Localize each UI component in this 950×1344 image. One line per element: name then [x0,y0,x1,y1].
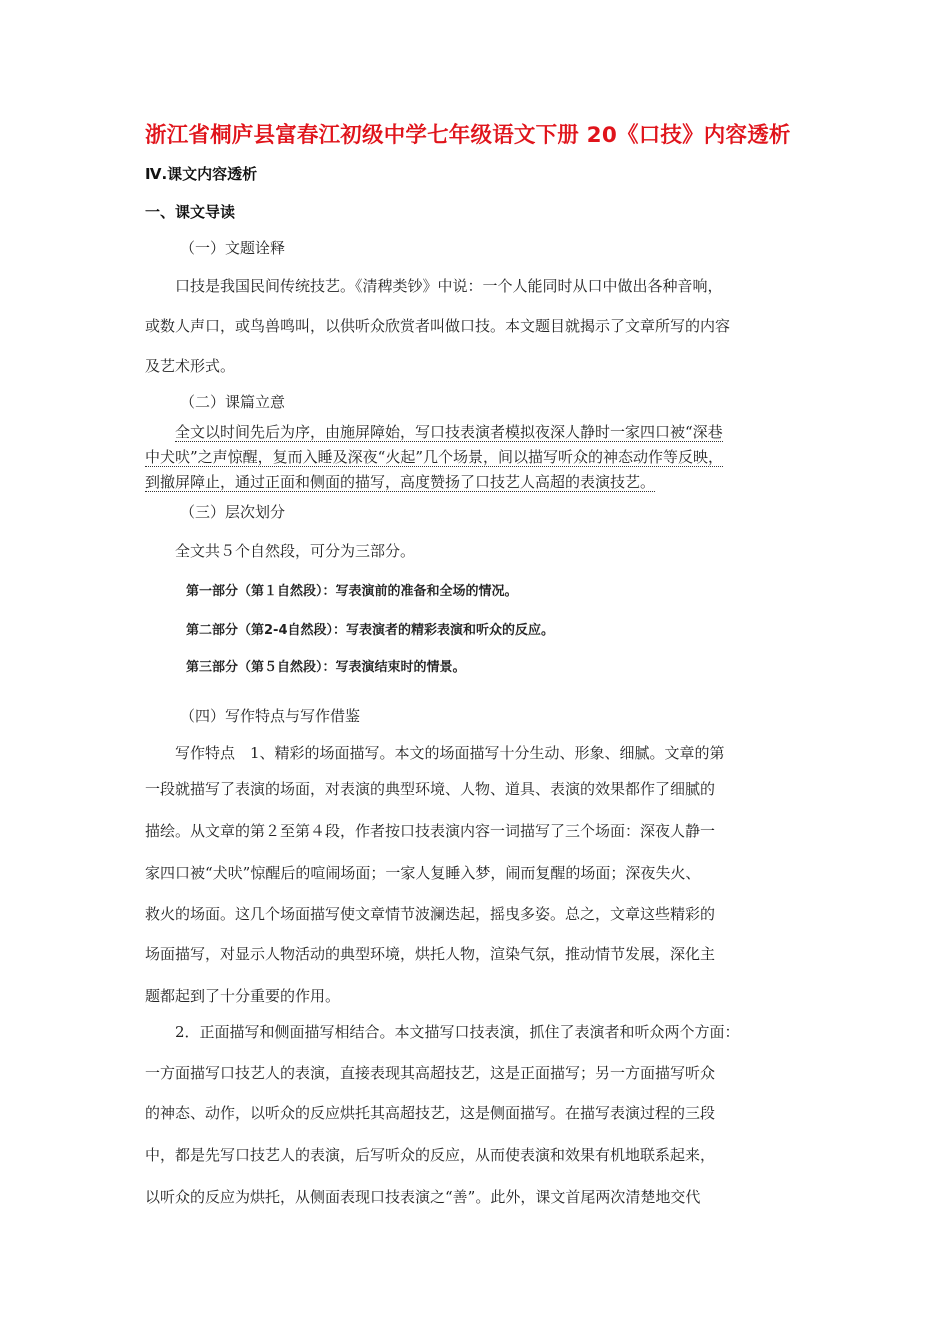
paragraph-line: 的神态、动作，以听众的反应烘托其高超技艺，这是侧面描写。在描写表演过程的三段 [145,1104,716,1122]
paragraph-line: 及艺术形式。 [145,357,236,375]
paragraph-line: 到撤屏障止，通过正面和侧面的描写，高度赞扬了口技艺人高超的表演技艺。 [145,473,656,491]
theme-paragraph [145,420,805,495]
subheading-writing-features: （四）写作特点与写作借鉴 [180,707,361,725]
paragraph-line: 一方面描写口技艺人的表演，直接表现其高超技艺，这是正面描写；另一方面描写听众 [145,1064,716,1082]
part-item: 第一部分（第１自然段）：写表演前的准备和全场的情况。 [186,584,518,599]
part-item: 第二部分（第2-4自然段）：写表演者的精彩表演和听众的反应。 [186,623,554,638]
paragraph-line: 中，都是先写口技艺人的表演，后写听众的反应，从而使表演和效果有机地联系起来， [145,1146,716,1164]
paragraph-line: 中犬吠”之声惊醒，复而入睡及深夜“火起”几个场景，间以描写听众的神态动作等反映， [145,448,724,466]
paragraph-line: 描绘。从文章的第２至第４段，作者按口技表演内容一词描写了三个场面：深夜人静一 [145,822,716,840]
paragraph-line: 家四口被“犬吠”惊醒后的喧闹场面；一家人复睡入梦，闹而复醒的场面；深夜失火、 [145,864,701,882]
document-title: 浙江省桐庐县富春江初级中学七年级语文下册 20《口技》内容透析 [145,123,791,148]
paragraph-line: 全文共５个自然段，可分为三部分。 [175,542,416,560]
paragraph-line: 救火的场面。这几个场面描写使文章情节波澜迭起，摇曳多姿。总之，文章这些精彩的 [145,905,716,923]
paragraph-line: 题都起到了十分重要的作用。 [145,987,341,1005]
subheading-theme: （二）课篇立意 [180,393,286,411]
subheading-title-explanation: （一）文题诠释 [180,239,286,257]
subheading-structure: （三）层次划分 [180,503,286,521]
paragraph-line: 写作特点 1、精彩的场面描写。本文的场面描写十分生动、形象、细腻。文章的第 [175,744,725,762]
section-heading-guide: 一、课文导读 [145,203,236,221]
section-heading-iv: Ⅳ.课文内容透析 [145,165,258,183]
paragraph-line: 全文以时间先后为序，由施屏障始，写口技表演者模拟夜深人静时一家四口被“深巷 [175,423,723,441]
paragraph-line: 场面描写，对显示人物活动的典型环境，烘托人物，渲染气氛，推动情节发展，深化主 [145,945,716,963]
paragraph-line: 口技是我国民间传统技艺。《清稗类钞》中说：一个人能同时从口中做出各种音响， [175,277,723,295]
paragraph-line: 或数人声口，或鸟兽鸣叫，以供听众欣赏者叫做口技。本文题目就揭示了文章所写的内容 [145,317,731,335]
paragraph-line: 2．正面描写和侧面描写相结合。本文描写口技表演，抓住了表演者和听众两个方面： [175,1023,740,1041]
part-item: 第三部分（第５自然段）：写表演结束时的情景。 [186,660,466,675]
paragraph-line: 以听众的反应为烘托，从侧面表现口技表演之“善”。此外，课文首尾两次清楚地交代 [145,1188,701,1206]
paragraph-line: 一段就描写了表演的场面，对表演的典型环境、人物、道具、表演的效果都作了细腻的 [145,780,716,798]
